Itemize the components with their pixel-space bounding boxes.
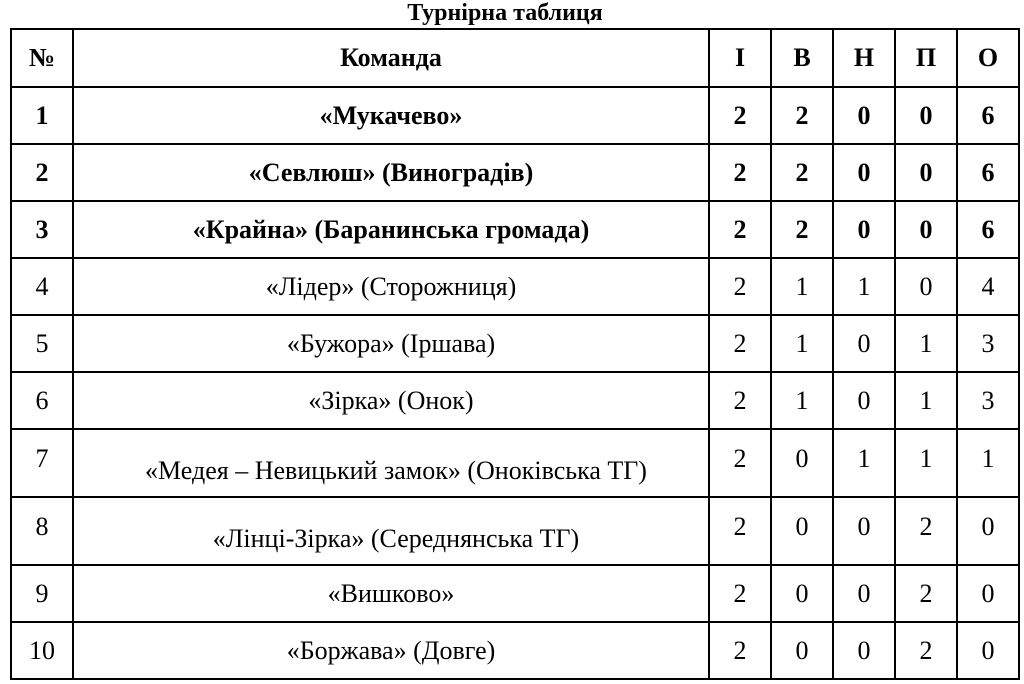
cell-drawn: 0 bbox=[833, 622, 895, 679]
cell-num: 9 bbox=[11, 565, 73, 622]
table-row bbox=[11, 372, 1019, 429]
cell-num: 1 bbox=[11, 87, 73, 144]
header-row bbox=[11, 29, 1019, 87]
cell-drawn: 0 bbox=[833, 144, 895, 201]
cell-played: 2 bbox=[709, 315, 771, 372]
cell-won: 2 bbox=[771, 87, 833, 144]
cell-drawn: 0 bbox=[833, 315, 895, 372]
cell-team: «Медея – Невицький замок» (Оноківська ТГ) bbox=[73, 429, 709, 497]
cell-points: 6 bbox=[957, 201, 1019, 258]
cell-drawn: 1 bbox=[833, 429, 895, 497]
cell-played: 2 bbox=[709, 565, 771, 622]
table-row bbox=[11, 258, 1019, 315]
header-drawn: Н bbox=[833, 29, 895, 87]
cell-lost: 0 bbox=[895, 201, 957, 258]
cell-won: 2 bbox=[771, 144, 833, 201]
cell-drawn: 0 bbox=[833, 201, 895, 258]
cell-num: 3 bbox=[11, 201, 73, 258]
standings-table bbox=[10, 28, 1020, 680]
cell-team: «Лідер» (Сторожниця) bbox=[73, 258, 709, 315]
cell-lost: 2 bbox=[895, 497, 957, 565]
cell-num: 10 bbox=[11, 622, 73, 679]
table-row bbox=[11, 497, 1019, 565]
table-row bbox=[11, 622, 1019, 679]
cell-num: 8 bbox=[11, 497, 73, 565]
cell-points: 0 bbox=[957, 565, 1019, 622]
cell-won: 1 bbox=[771, 258, 833, 315]
cell-num: 4 bbox=[11, 258, 73, 315]
table-row bbox=[11, 201, 1019, 258]
cell-points: 6 bbox=[957, 87, 1019, 144]
cell-lost: 0 bbox=[895, 144, 957, 201]
cell-num: 5 bbox=[11, 315, 73, 372]
cell-team: «Вишково» bbox=[73, 565, 709, 622]
cell-points: 0 bbox=[957, 497, 1019, 565]
cell-won: 2 bbox=[771, 201, 833, 258]
cell-played: 2 bbox=[709, 144, 771, 201]
cell-team: «Крайна» (Баранинська громада) bbox=[73, 201, 709, 258]
cell-team: «Мукачево» bbox=[73, 87, 709, 144]
header-won: В bbox=[771, 29, 833, 87]
cell-lost: 0 bbox=[895, 87, 957, 144]
cell-lost: 2 bbox=[895, 565, 957, 622]
cell-won: 0 bbox=[771, 497, 833, 565]
cell-played: 2 bbox=[709, 372, 771, 429]
cell-num: 2 bbox=[11, 144, 73, 201]
cell-won: 1 bbox=[771, 315, 833, 372]
cell-team: «Бужора» (Іршава) bbox=[73, 315, 709, 372]
cell-won: 1 bbox=[771, 372, 833, 429]
cell-num: 7 bbox=[11, 429, 73, 497]
cell-drawn: 1 bbox=[833, 258, 895, 315]
cell-points: 3 bbox=[957, 372, 1019, 429]
cell-lost: 1 bbox=[895, 429, 957, 497]
cell-won: 0 bbox=[771, 565, 833, 622]
table-row bbox=[11, 315, 1019, 372]
cell-won: 0 bbox=[771, 429, 833, 497]
cell-drawn: 0 bbox=[833, 565, 895, 622]
table-row bbox=[11, 87, 1019, 144]
cell-points: 3 bbox=[957, 315, 1019, 372]
cell-played: 2 bbox=[709, 201, 771, 258]
cell-team: «Зірка» (Онок) bbox=[73, 372, 709, 429]
cell-points: 6 bbox=[957, 144, 1019, 201]
cell-lost: 2 bbox=[895, 622, 957, 679]
cell-drawn: 0 bbox=[833, 87, 895, 144]
header-team: Команда bbox=[73, 29, 709, 87]
cell-played: 2 bbox=[709, 497, 771, 565]
cell-lost: 1 bbox=[895, 315, 957, 372]
header-played: І bbox=[709, 29, 771, 87]
cell-played: 2 bbox=[709, 622, 771, 679]
cell-drawn: 0 bbox=[833, 497, 895, 565]
cell-played: 2 bbox=[709, 87, 771, 144]
table-row bbox=[11, 429, 1019, 497]
cell-drawn: 0 bbox=[833, 372, 895, 429]
cell-points: 4 bbox=[957, 258, 1019, 315]
cell-team: «Лінці-Зірка» (Середнянська ТГ) bbox=[73, 497, 709, 565]
header-num: № bbox=[11, 29, 73, 87]
header-lost: П bbox=[895, 29, 957, 87]
cell-points: 1 bbox=[957, 429, 1019, 497]
cell-points: 0 bbox=[957, 622, 1019, 679]
cell-won: 0 bbox=[771, 622, 833, 679]
cell-team: «Боржава» (Довге) bbox=[73, 622, 709, 679]
table-row bbox=[11, 565, 1019, 622]
cell-lost: 0 bbox=[895, 258, 957, 315]
cell-num: 6 bbox=[11, 372, 73, 429]
cell-played: 2 bbox=[709, 258, 771, 315]
header-points: О bbox=[957, 29, 1019, 87]
cell-lost: 1 bbox=[895, 372, 957, 429]
table-title: Турнірна таблиця bbox=[407, 0, 603, 26]
cell-team: «Севлюш» (Виноградів) bbox=[73, 144, 709, 201]
cell-played: 2 bbox=[709, 429, 771, 497]
table-row bbox=[11, 144, 1019, 201]
